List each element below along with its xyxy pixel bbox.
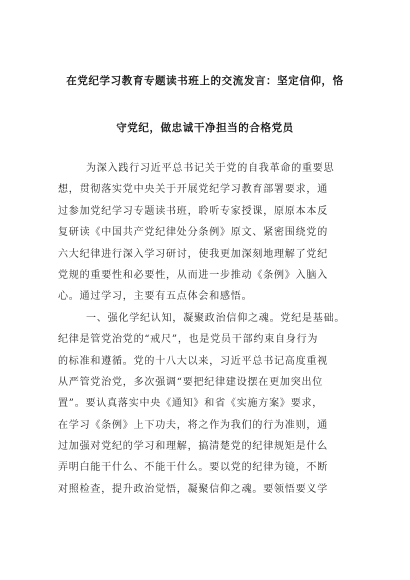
paragraph-2	[58, 308, 358, 501]
document-body	[58, 158, 358, 500]
paragraph-line: 为深入践行习近平总书记关于党的自我革命的重要思	[86, 163, 335, 174]
paragraph-line: 复研读《中国共产党纪律处分条例》原文、紧密围绕党的	[58, 227, 328, 239]
paragraph-line: 从严管党治党，多次强调“要把纪律建设摆在更加突出位	[58, 376, 324, 388]
paragraph-line: 弄明白能干什么、不能干什么。要以党的纪律为镜，不断	[58, 462, 328, 474]
paragraph-line: 一、强化学纪认知，凝聚政治信仰之魂。党纪是基础。	[86, 312, 346, 324]
paragraph-line: 在学习《条例》上下功夫，将之作为我们的行为准则，通	[58, 419, 328, 431]
paragraph-line: 六大纪律进行深入学习研讨，使我更加深刻地理解了党纪	[58, 248, 328, 260]
paragraph-line: 置”。要认真落实中央《通知》和省《实施方案》要求，	[58, 398, 324, 410]
document-title-line-1: 在党纪学习教育专题读书班上的交流发言：坚定信仰，恪	[66, 75, 344, 87]
document-title-line-2: 守党纪，做忠诚干净担当的合格党员	[116, 122, 294, 134]
paragraph-line: 党规的重要性和必要性，从而进一步推动《条例》入脑入	[58, 269, 328, 281]
paragraph-line: 过参加党纪学习专题读书班，聆听专家授课，原原本本反	[58, 205, 328, 217]
paragraph-1	[58, 158, 358, 308]
paragraph-line: 纪律是管党治党的“戒尺”，也是党员干部约束自身行为	[58, 334, 319, 346]
paragraph-line: 的标准和遵循。党的十八大以来，习近平总书记高度重视	[58, 355, 328, 367]
paragraph-line: 想，贯彻落实党中央关于开展党纪学习教育部署要求，通	[58, 184, 328, 196]
paragraph-line: 过加强对党纪的学习和理解，搞清楚党的纪律规矩是什么	[58, 441, 328, 453]
paragraph-line: 对照检查，提升政治觉悟，凝聚信仰之魂。要领悟要义学	[58, 483, 328, 495]
paragraph-line: 心。通过学习，主要有五点体会和感悟。	[58, 291, 253, 303]
